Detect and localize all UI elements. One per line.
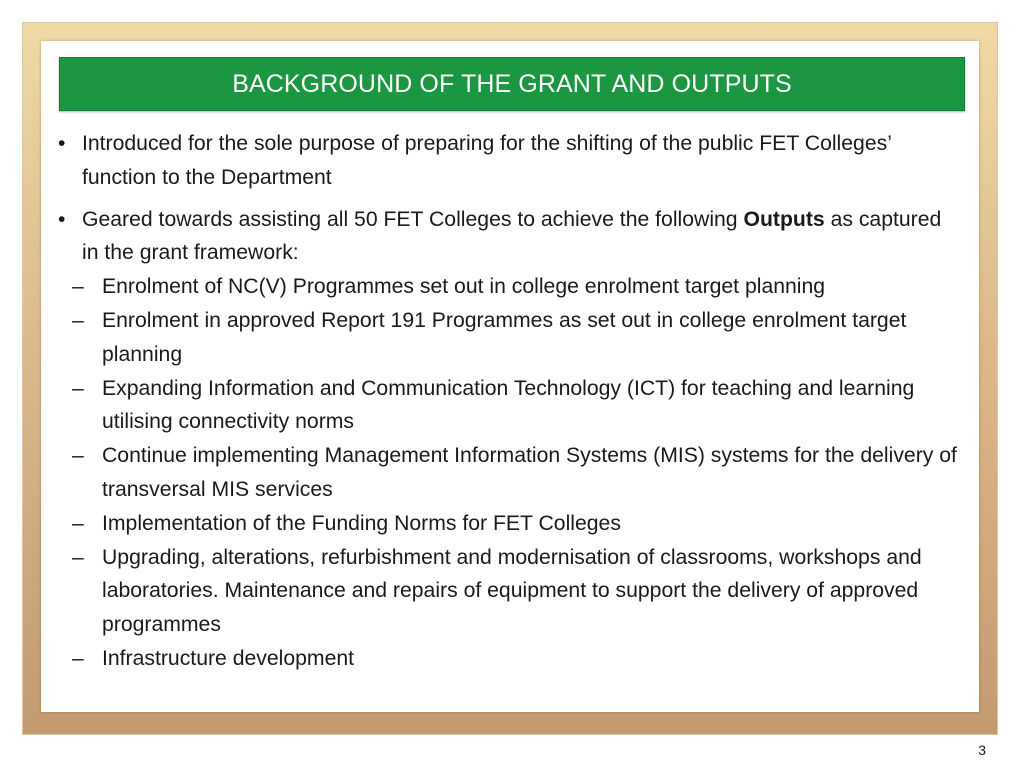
sub-item bbox=[58, 642, 958, 676]
slide-title: BACKGROUND OF THE GRANT AND OUTPUTS bbox=[232, 69, 792, 98]
title-bar bbox=[59, 57, 965, 111]
sub-marker: – bbox=[72, 444, 84, 468]
sub-item-text: Expanding Information and Communication Technology (ICT) for teaching and learning utilising connectivity norms bbox=[102, 376, 915, 434]
sub-item-text: Enrolment of NC(V) Programmes set out in college enrolment target planning bbox=[102, 275, 826, 299]
sub-item-text: Implementation of the Funding Norms for FET Colleges bbox=[102, 511, 621, 535]
sub-item-text: Enrolment in approved Report 191 Programmes as set out in college enrolment target planning bbox=[102, 308, 907, 366]
bullet-marker: • bbox=[58, 207, 66, 231]
sub-item bbox=[58, 507, 958, 541]
bullet-text: Introduced for the sole purpose of preparing for the shifting of the public FET Colleges’ function to the Department bbox=[82, 132, 892, 189]
bullet-marker: • bbox=[58, 132, 66, 155]
bullet-item bbox=[58, 127, 958, 195]
page-number: 3 bbox=[978, 742, 986, 758]
sub-item bbox=[58, 439, 958, 507]
sub-item-text: Infrastructure development bbox=[102, 646, 355, 670]
sub-item-text: Upgrading, alterations, refurbishment and modernisation of classrooms, workshops and laboratories. Maintenance and repairs of equipment to support the delivery of approved programmes bbox=[102, 545, 922, 637]
sub-marker: – bbox=[72, 275, 84, 299]
sub-item bbox=[58, 541, 958, 642]
sub-item bbox=[58, 372, 958, 440]
sub-marker: – bbox=[72, 308, 84, 332]
sub-marker: – bbox=[72, 646, 84, 670]
bullet-bold-outputs: Outputs bbox=[743, 207, 825, 231]
sub-marker: – bbox=[72, 376, 84, 400]
sub-item bbox=[58, 304, 958, 372]
sub-marker: – bbox=[72, 511, 84, 535]
slide-body bbox=[58, 127, 958, 676]
sub-item-text: Continue implementing Management Information Systems (MIS) systems for the delivery of transversal MIS services bbox=[102, 444, 957, 501]
sub-marker: – bbox=[72, 545, 84, 569]
sub-item bbox=[58, 270, 958, 304]
bullet-text-end: as captured in the grant framework: bbox=[82, 207, 942, 265]
bullet-item bbox=[58, 203, 958, 271]
bullet-text-start: Geared towards assisting all 50 FET Colleges to achieve the following bbox=[82, 207, 744, 231]
